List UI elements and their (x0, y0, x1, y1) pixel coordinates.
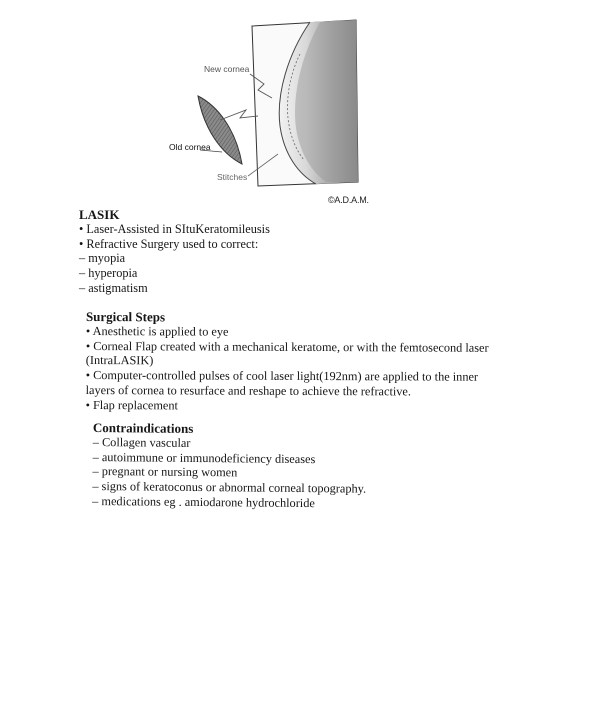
contraindication-line: – medications eg . amiodarone hydrochloride (92, 493, 315, 510)
contraindications-section (92, 420, 367, 511)
lasik-heading: LASIK (79, 207, 120, 222)
surgical-step-line: (IntraLASIK) (85, 353, 154, 368)
cornea-diagram-drawing (160, 14, 380, 210)
stitches-label: Stitches (217, 172, 248, 182)
contraindications-heading: Contraindications (92, 420, 194, 436)
contraindication-line: – signs of keratoconus or abnormal corneal topography. (92, 479, 367, 496)
contraindication-line: – Collagen vascular (92, 434, 191, 450)
old-cornea-label: Old cornea (169, 142, 211, 152)
surgical-step-line: • Anesthetic is applied to eye (85, 323, 229, 339)
surgical-step-line: • Corneal Flap created with a mechanical keratome, or with the femtosecond laser (85, 338, 489, 355)
lasik-line: • Refractive Surgery used to correct: (79, 236, 259, 251)
lasik-line: • Laser-Assisted in SItuKeratomileusis (79, 222, 270, 236)
contraindication-line: – autoimmune or immunodeficiency diseases (92, 449, 316, 466)
lasik-line: – myopia (79, 251, 126, 266)
surgical-step-line: • Computer-controlled pulses of cool laser light(192nm) are applied to the inner (85, 368, 479, 384)
lasik-line: – astigmatism (79, 280, 148, 295)
surgical-steps-heading: Surgical Steps (85, 309, 166, 325)
new-cornea-label: New cornea (204, 64, 250, 74)
surgical-step-line: layers of cornea to resurface and reshape to achieve the refractive. (85, 382, 412, 399)
surgical-step-line: • Flap replacement (85, 397, 179, 412)
image-credit: ©A.D.A.M. (328, 195, 369, 205)
lasik-line: – hyperopia (79, 266, 138, 281)
contraindication-line: – pregnant or nursing women (92, 464, 238, 480)
lasik-section (79, 207, 270, 296)
cornea-transplant-illustration (160, 14, 380, 210)
surgical-steps-section (86, 309, 489, 414)
